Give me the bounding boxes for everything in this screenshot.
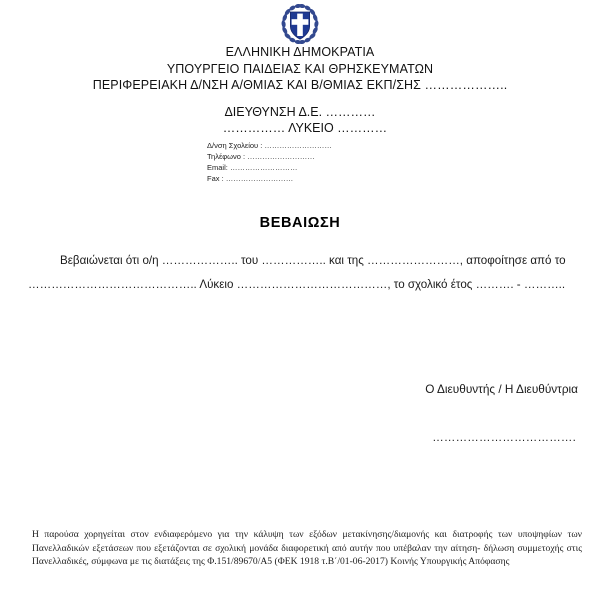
contact-row: [207, 174, 600, 185]
contact-label: Email:: [207, 163, 228, 172]
body-line-1: Βεβαιώνεται ότι ο/η ……………….. του …………….. και της ……………………, αποφοίτησε από το: [60, 253, 566, 267]
contact-value: ………………………: [225, 173, 294, 183]
contact-row: [207, 163, 600, 174]
contact-label: Δ/νση Σχολείου :: [207, 141, 263, 151]
greek-coat-of-arms-icon: [280, 4, 320, 44]
signature-dotted-line: ……………………………….: [432, 432, 576, 445]
footer-note: [32, 528, 582, 569]
document-title: ΒΕΒΑΙΩΣΗ: [259, 214, 341, 231]
signature-title: Ο Διευθυντής / Η Διευθύντρια: [425, 382, 578, 397]
directorate-line: ΔΙΕΥΘΥΝΣΗ Δ.Ε. …………: [224, 104, 376, 119]
footer-note-text: Η παρούσα χορηγείται στον ενδιαφερόμενο για την κάλυψη των εξόδων μετακίνησης/διαμονής και διατροφής των υποψηφίων των Πανελλαδικών εξετάσεων που εξετάζονται σε σχολική μονάδα διαφορετική από αυτήν που υπέβαλαν την αίτηση- δήλωση συμμετοχής στις Πανελλαδικές, σύμφωνα με τις διατάξεις της Φ.151/89670/Α5 (ΦΕΚ 1918 τ.Β΄/01-06-2017) Κοινής Υπουργικής Απόφασης: [32, 529, 582, 568]
directorate-block: [0, 104, 600, 138]
header-line-ministry: ΥΠΟΥΡΓΕΙΟ ΠΑΙΔΕΙΑΣ ΚΑΙ ΘΡΗΣΚΕΥΜΑΤΩΝ: [166, 61, 434, 76]
header-line-republic: ΕΛΛΗΝΙΚΗ ΔΗΜΟΚΡΑΤΙΑ: [225, 45, 375, 59]
contact-label: Τηλέφωνο :: [207, 152, 246, 162]
emblem-container: [0, 0, 600, 44]
contact-value: ………………………: [229, 163, 298, 172]
ministry-header: [0, 44, 600, 94]
contact-row: [207, 152, 600, 163]
contact-value: ………………………: [247, 152, 315, 162]
school-contact-block: [0, 141, 600, 185]
lyceum-line: …………… ΛΥΚΕΙΟ …………: [222, 121, 388, 136]
header-line-regional-directorate: ΠΕΡΙΦΕΡΕΙΑΚΗ Δ/ΝΣΗ Α/ΘΜΙΑΣ ΚΑΙ Β/ΘΜΙΑΣ ΕΚΠ/ΣΗΣ ………………..: [92, 78, 508, 92]
contact-label: Fax :: [207, 173, 224, 183]
contact-row: [207, 141, 600, 152]
body-line-2: …………………………………….. Λύκειο …………………………………, το σχολικό έτος ………. - ………..: [28, 277, 566, 291]
document-body: [0, 249, 600, 297]
contact-value: ………………………: [264, 141, 332, 151]
